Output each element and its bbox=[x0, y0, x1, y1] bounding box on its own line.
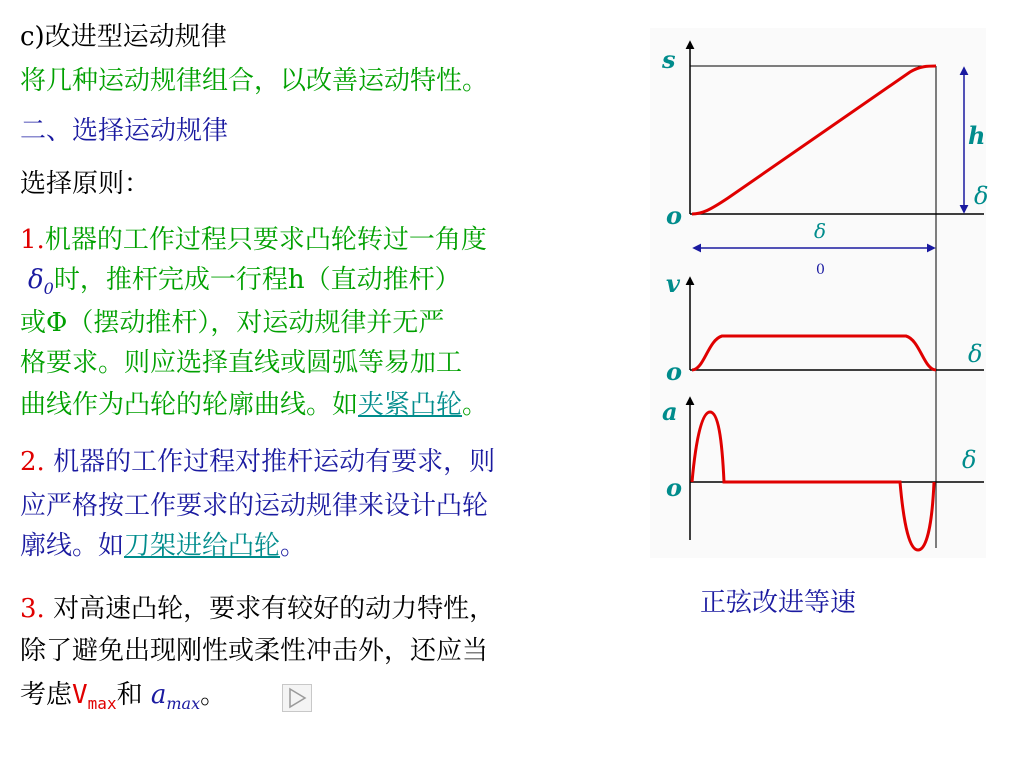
principles-label: 选择原则： bbox=[20, 169, 151, 199]
delta-symbol: δ bbox=[28, 265, 44, 295]
amax-subscript: max bbox=[166, 694, 201, 713]
label-delta-2: δ bbox=[968, 340, 983, 368]
label-delta0: δ bbox=[814, 219, 827, 243]
principle-3-line-2: 除了避免出现刚性或柔性冲击外，还应当 bbox=[20, 636, 489, 666]
diagram-caption: 正弦改进等速 bbox=[700, 588, 857, 618]
label-h: h bbox=[968, 121, 986, 150]
vmax-subscript: max bbox=[87, 694, 117, 713]
play-triangle-glyph bbox=[283, 685, 311, 711]
delta-subscript: 0 bbox=[43, 279, 54, 298]
principle-2-line-3 bbox=[20, 527, 306, 565]
intro-text: 将几种运动规律组合，以改善运动特性。 bbox=[20, 66, 489, 96]
clamp-cam-link[interactable]: 夹紧凸轮 bbox=[358, 390, 463, 420]
principle-2-text: 机器的工作过程对推杆运动有要求，则 bbox=[44, 447, 496, 477]
principle-3-text: 对高速凸轮，要求有较好的动力特性， bbox=[44, 594, 496, 624]
principle-1-line-3: 或Φ（摆动推杆），对运动规律并无严 bbox=[20, 308, 445, 338]
principle-3-line-3 bbox=[20, 676, 226, 723]
principle-3-text-3: 考虑 bbox=[20, 680, 73, 710]
motion-curves-diagram bbox=[648, 28, 988, 560]
label-o-3: o bbox=[666, 473, 683, 502]
principle-2-line-2: 应严格按工作要求的运动规律来设计凸轮 bbox=[20, 491, 489, 521]
heading: c)改进型运动规律 bbox=[20, 22, 227, 52]
principle-1-text-2: 时，推杆完成一行程h（直动推杆） bbox=[53, 265, 461, 295]
principle-2-number: 2. bbox=[20, 447, 45, 477]
principle-1-text: 机器的工作过程只要求凸轮转过一角度 bbox=[44, 225, 487, 255]
label-delta0-subscript: 0 bbox=[816, 262, 825, 278]
section-title: 二、选择运动规律 bbox=[20, 116, 229, 146]
principle-1-line-5 bbox=[20, 386, 488, 424]
principle-1-number: 1. bbox=[20, 225, 45, 255]
label-v: v bbox=[666, 269, 680, 298]
principle-1-line-4: 格要求。则应选择直线或圆弧等易加工 bbox=[20, 348, 463, 378]
principle-2-line-1 bbox=[20, 443, 495, 481]
amax-symbol: a bbox=[150, 680, 167, 710]
vmax-symbol: V bbox=[72, 680, 88, 710]
principle-2-period: 。 bbox=[280, 531, 307, 561]
label-delta-1: δ bbox=[974, 182, 988, 210]
tool-feed-cam-link[interactable]: 刀架进给凸轮 bbox=[124, 531, 281, 561]
label-delta-3: δ bbox=[962, 446, 977, 474]
principle-2-text-3: 廓线。如 bbox=[20, 531, 125, 561]
label-a: a bbox=[662, 397, 678, 426]
play-triangle-icon[interactable] bbox=[282, 684, 312, 712]
principle-3-period: 。 bbox=[200, 680, 227, 710]
principle-3-line-1 bbox=[20, 590, 495, 628]
principle-1-line-1 bbox=[20, 221, 487, 259]
principle-1-line-2 bbox=[28, 261, 461, 308]
label-o-2: o bbox=[666, 357, 683, 386]
principle-1-text-5: 曲线作为凸轮的轮廓曲线。如 bbox=[20, 390, 359, 420]
label-o-1: o bbox=[666, 201, 683, 230]
principle-1-period: 。 bbox=[462, 390, 489, 420]
label-s: s bbox=[662, 45, 676, 74]
and-text: 和 bbox=[116, 680, 143, 710]
principle-3-number: 3. bbox=[20, 594, 45, 624]
